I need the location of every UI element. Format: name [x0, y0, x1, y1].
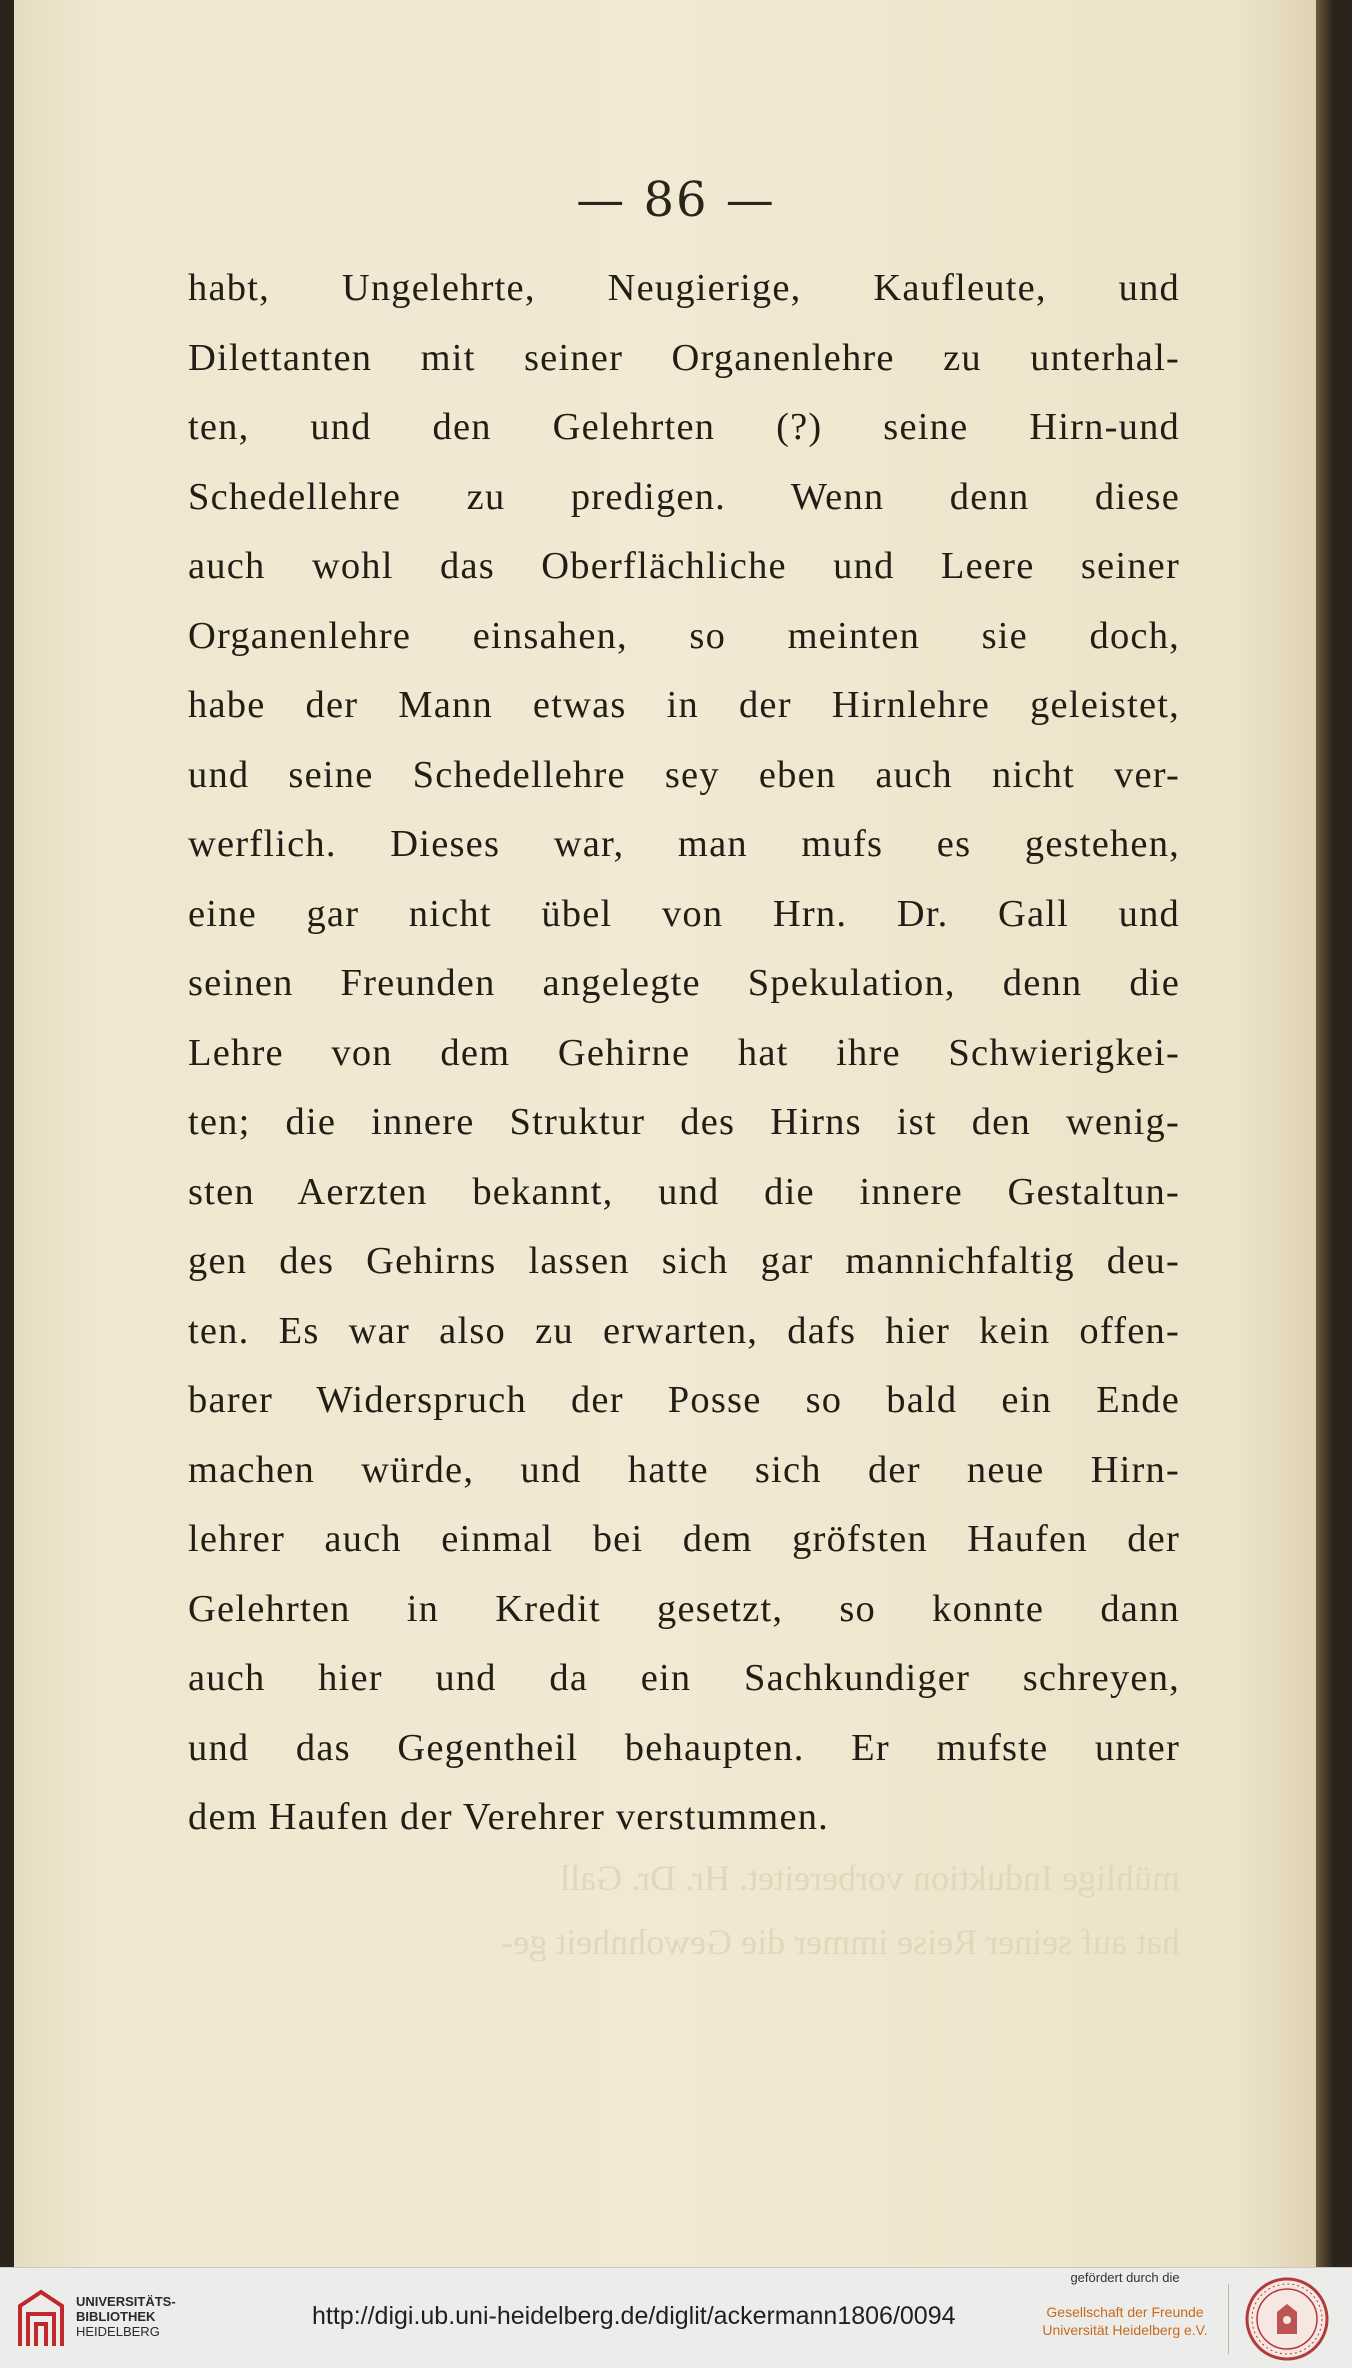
text-line: und seine Schedellehre sey eben auch nicht ver-	[188, 753, 1180, 796]
library-name-line-3: HEIDELBERG	[76, 2324, 160, 2339]
text-line: habe der Mann etwas in der Hirnlehre geleistet,	[188, 684, 1180, 726]
permalink-url[interactable]: http://digi.ub.uni-heidelberg.de/diglit/ackermann1806/0094	[312, 2302, 956, 2330]
text-line: werflich. Dieses war, man mufs es gestehen,	[188, 823, 1180, 865]
library-name	[76, 2294, 176, 2339]
text-line: gen des Gehirns lassen sich gar mannichfaltig deu-	[188, 1240, 1180, 1282]
library-name-line-1: UNIVERSITÄTS-	[76, 2294, 176, 2309]
text-line: auch hier und da ein Sachkundiger schreyen,	[188, 1657, 1180, 1699]
text-line: ten. Es war also zu erwarten, dafs hier kein offen-	[188, 1309, 1180, 1352]
text-line: und das Gegentheil behaupten. Er mufste unter	[188, 1726, 1180, 1769]
book-spine-edge	[1316, 0, 1334, 2267]
text-line: ten, und den Gelehrten (?) seine Hirn-und	[188, 406, 1180, 448]
text-line: Organenlehre einsahen, so meinten sie doch,	[188, 614, 1180, 657]
funded-by-label: gefördert durch die	[1070, 2270, 1180, 2285]
text-line: habt, Ungelehrte, Neugierige, Kaufleute, und	[188, 267, 1180, 309]
text-line: Dilettanten mit seiner Organenlehre zu unterhal-	[188, 336, 1180, 379]
text-line: auch wohl das Oberflächliche und Leere seiner	[188, 545, 1180, 587]
text-line: dem Haufen der Verehrer verstummen.	[188, 1796, 830, 1838]
text-line: sten Aerzten bekannt, und die innere Gestaltun-	[188, 1170, 1180, 1213]
text-line: barer Widerspruch der Posse so bald ein Ende	[188, 1379, 1180, 1421]
sponsor-name-line-2: Universität Heidelberg e.V.	[1042, 2322, 1208, 2338]
text-line: eine gar nicht übel von Hrn. Dr. Gall und	[188, 892, 1180, 935]
page-number: — 86 —	[576, 172, 776, 228]
university-seal-icon	[1244, 2276, 1330, 2362]
text-line: Gelehrten in Kredit gesetzt, so konnte dann	[188, 1587, 1180, 1630]
show-through-line: mühlige Induktion vorbereitet. Hr. Dr. Gall	[560, 1858, 1180, 1898]
footer-bar	[0, 2267, 1352, 2368]
show-through-text	[200, 1846, 1180, 1974]
body-text	[188, 254, 1180, 1853]
text-line: lehrer auch einmal bei dem gröfsten Haufen der	[188, 1518, 1180, 1560]
footer-divider	[1228, 2284, 1229, 2354]
text-line: Schedellehre zu predigen. Wenn denn diese	[188, 475, 1180, 518]
show-through-line: hat auf seiner Reise immer die Gewohnheit ge-	[501, 1922, 1180, 1962]
library-name-line-2: BIBLIOTHEK	[76, 2309, 156, 2324]
text-line: machen würde, und hatte sich der neue Hirn-	[188, 1448, 1180, 1491]
text-line: Lehre von dem Gehirne hat ihre Schwierigkei-	[188, 1031, 1180, 1074]
text-line: seinen Freunden angelegte Spekulation, denn die	[188, 962, 1180, 1004]
text-line: ten; die innere Struktur des Hirns ist den wenig-	[188, 1101, 1180, 1143]
library-logo-icon	[14, 2286, 68, 2352]
sponsor-name-line-1: Gesellschaft der Freunde	[1046, 2304, 1204, 2320]
sponsor-block	[1030, 2270, 1220, 2339]
